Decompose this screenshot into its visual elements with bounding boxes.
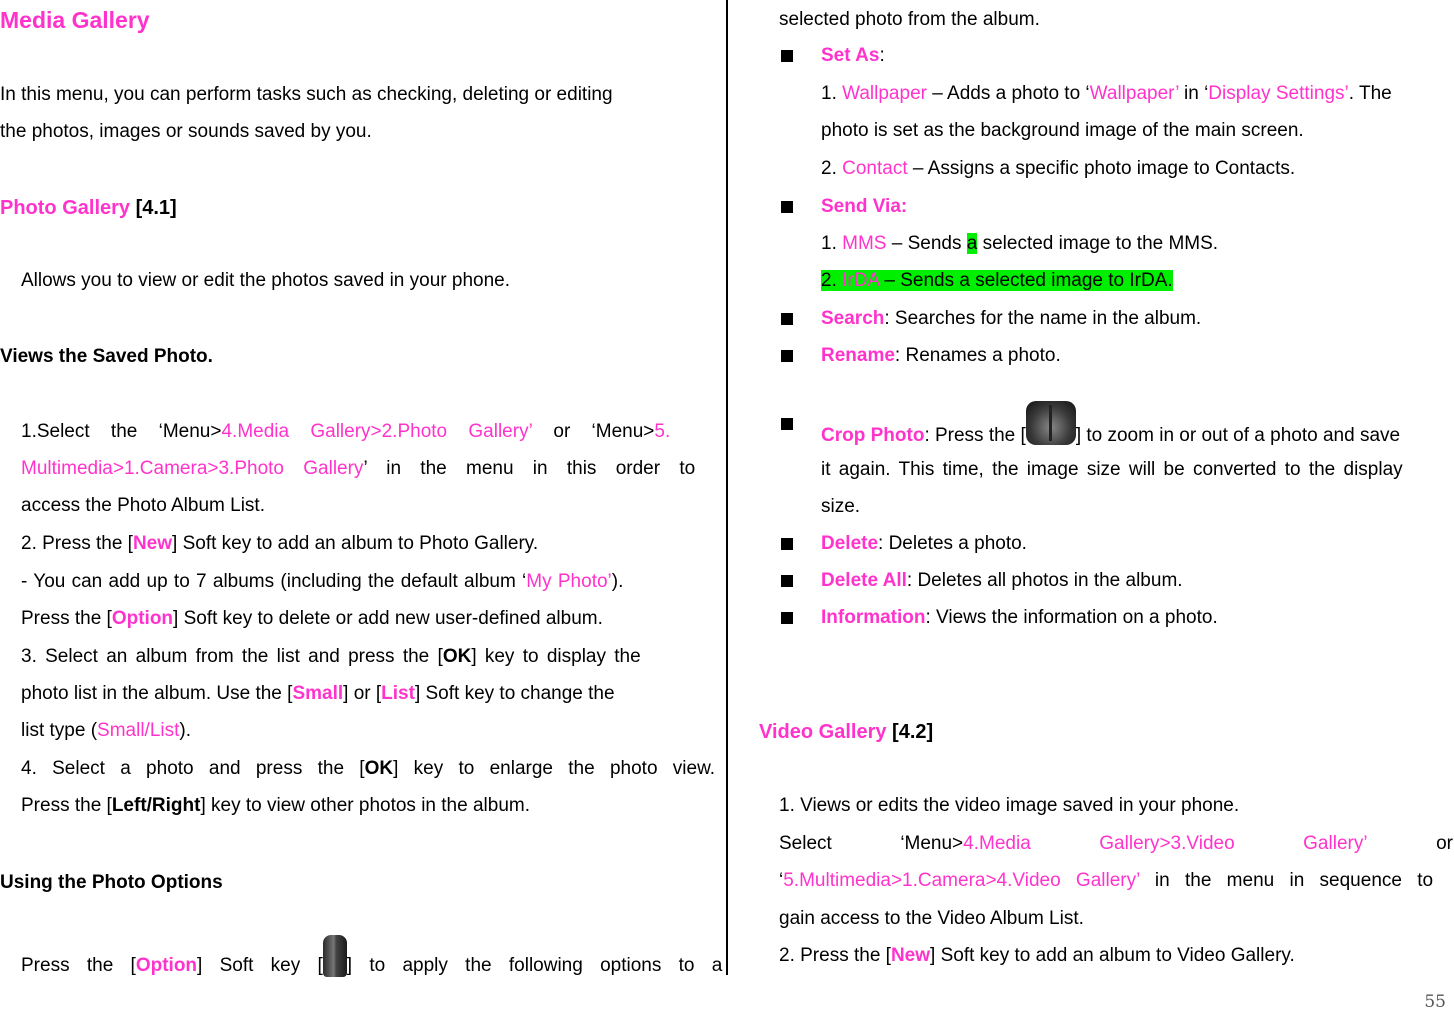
step1-path: 4.Media Gallery>2.Photo Gallery’ [221, 421, 533, 442]
display-settings-quote: Display Settings’ [1208, 83, 1349, 104]
set-as-label: Set As [821, 45, 880, 66]
step4-suffix: ] key to enlarge the photo view. [393, 758, 716, 779]
small-list-value: Small/List [97, 720, 180, 741]
video-path-1: 4.Media [963, 833, 1031, 854]
my-photo-album: My Photo’ [526, 571, 612, 592]
video-select-suffix: in the menu in sequence to [1139, 870, 1434, 891]
step2-prefix: 2. Press the [ [21, 533, 133, 554]
step3-l2-suffix: ] Soft key to change the [414, 683, 615, 704]
search-item [821, 307, 1453, 331]
step1-text: 1.Select the ‘Menu> [21, 421, 222, 442]
step3-line3 [21, 719, 695, 743]
crop-line2: it again. This time, the image size will be converted to the display [821, 459, 1403, 480]
step3-l2-prefix: photo list in the album. Use the [ [21, 683, 293, 704]
step2b-suffix: ). [611, 571, 624, 592]
set-as-colon: : [879, 45, 885, 66]
step2b-prefix: - You can add up to 7 albums (including the default album ‘ [21, 571, 527, 592]
step3-suffix: ] key to display the [471, 646, 641, 667]
contact-num: 2. [821, 158, 843, 179]
video-line2 [779, 944, 1453, 968]
step3-prefix: 3. Select an album from the list and press the [ [21, 646, 443, 667]
rename-desc: : Renames a photo. [894, 345, 1061, 366]
step1-mid: or ‘Menu> [532, 421, 655, 442]
delete-desc: : Deletes a photo. [878, 533, 1027, 554]
option-key: Option [111, 608, 174, 629]
intro-line-2: the photos, images or sounds saved by you. [0, 121, 372, 142]
left-right-key: Left/Right [111, 795, 201, 816]
step3-l2-mid: ] or [ [343, 683, 382, 704]
search-desc: : Searches for the name in the album. [884, 308, 1202, 329]
step2b-l2-prefix: Press the [ [21, 608, 112, 629]
bullet-icon [781, 418, 793, 430]
wallpaper-name: Wallpaper [842, 83, 927, 104]
crop-photo-item [821, 401, 1453, 447]
step1-line2 [21, 457, 695, 481]
options-heading: Using the Photo Options [0, 872, 223, 893]
video-select-line2 [779, 869, 1453, 893]
wallpaper-line2: photo is set as the background image of the main screen. [821, 120, 1304, 141]
column-divider [726, 0, 728, 975]
step1-path3: Multimedia>1.Camera>3.Photo Gallery [21, 458, 364, 479]
step3-l3-prefix: list type ( [21, 720, 98, 741]
step1-line1 [21, 420, 695, 444]
delete-all-item [821, 569, 1453, 593]
video-path-3: Gallery’ [1303, 833, 1368, 854]
ok-key-2: OK [364, 758, 394, 779]
step1-line3: access the Photo Album List. [21, 495, 265, 516]
mms-mid: – Sends [886, 233, 967, 254]
page-title: Media Gallery [0, 7, 150, 33]
crop-line3: size. [821, 496, 861, 517]
wallpaper-num: 1. [821, 83, 843, 104]
new-key-2: New [890, 945, 931, 966]
video-quote: ‘ [779, 870, 784, 891]
step3-line1 [21, 645, 695, 669]
step2b-line1 [21, 570, 695, 594]
soft-key-icon [323, 935, 347, 977]
options-prefix: Press the [ [21, 955, 136, 976]
contact-line [821, 157, 1453, 181]
step4-l2-prefix: Press the [ [21, 795, 112, 816]
mms-num: 1. [821, 233, 843, 254]
crop-photo-label: Crop Photo [821, 425, 925, 446]
step2-line [21, 532, 695, 556]
photo-gallery-heading [0, 196, 695, 220]
step4-line2 [21, 794, 695, 818]
step4-prefix: 4. Select a photo and press the [ [21, 758, 365, 779]
photo-gallery-code: [4.1] [135, 197, 177, 219]
wallpaper-mid: – Adds a photo to ‘ [926, 83, 1090, 104]
delete-label: Delete [821, 533, 879, 554]
video-menu: ‘Menu> [900, 833, 964, 854]
right-continuation: selected photo from the album. [779, 9, 1040, 30]
mms-name: MMS [842, 233, 887, 254]
delete-all-label: Delete All [821, 570, 907, 591]
wallpaper-quote: Wallpaper’ [1089, 83, 1179, 104]
bullet-icon [781, 612, 793, 624]
video-path-2: Gallery>3.Video [1099, 833, 1235, 854]
video-line1: 1. Views or edits the video image saved in your phone. [779, 795, 1240, 816]
views-heading: Views the Saved Photo. [0, 346, 213, 367]
list-key: List [381, 683, 415, 704]
ok-key: OK [442, 646, 472, 667]
options-line [21, 935, 723, 978]
crop-suffix: ] to zoom in or out of a photo and save [1075, 425, 1401, 446]
step2b-line2 [21, 607, 695, 631]
video2-suffix: ] Soft key to add an album to Video Gallery. [930, 945, 1295, 966]
contact-name: Contact [842, 158, 908, 179]
page-number: 55 [1424, 992, 1446, 1012]
bullet-icon [781, 350, 793, 362]
bullet-icon [781, 50, 793, 62]
information-desc: : Views the information on a photo. [925, 607, 1218, 628]
video-gallery-title: Video Gallery [759, 721, 887, 743]
mms-line [821, 232, 1453, 256]
step4-line1 [21, 757, 716, 781]
zoom-key-icon [1026, 401, 1076, 445]
irda-suffix: – Sends a selected image to IrDA. [879, 270, 1173, 291]
bullet-icon [781, 313, 793, 325]
rename-item [821, 344, 1453, 368]
photo-gallery-desc: Allows you to view or edit the photos saved in your phone. [21, 270, 511, 291]
irda-name: IrDA [842, 270, 880, 291]
wallpaper-end: . The [1348, 83, 1392, 104]
highlighted-letter: a [966, 233, 978, 254]
video-gallery-heading [759, 720, 933, 744]
step4-l2-suffix: ] key to view other photos in the album. [200, 795, 530, 816]
options-mid: ] Soft key [ [197, 955, 323, 976]
intro-text: In this menu, you can perform tasks such as checking, deleting or editing [0, 84, 613, 105]
video-or: or [1436, 833, 1453, 854]
video-gallery-code: [4.2] [892, 721, 934, 743]
photo-gallery-title: Photo Gallery [0, 197, 131, 219]
video-select-word: Select [779, 833, 832, 854]
video2-prefix: 2. Press the [ [779, 945, 891, 966]
video-select-line3: gain access to the Video Album List. [779, 908, 1084, 929]
send-via-item: Send Via: [821, 196, 908, 217]
bullet-icon [781, 201, 793, 213]
set-as-item [821, 44, 1453, 68]
new-key: New [132, 533, 173, 554]
rename-label: Rename [821, 345, 895, 366]
video-select-line [779, 832, 1453, 856]
step3-line2 [21, 682, 695, 706]
option-key-2: Option [135, 955, 198, 976]
intro-line-1 [0, 83, 695, 107]
step2b-l2-suffix: ] Soft key to delete or add new user-defined album. [173, 608, 603, 629]
information-item [821, 606, 1453, 630]
step1-path2: 5. [654, 421, 671, 442]
mms-suffix: selected image to the MMS. [977, 233, 1219, 254]
wallpaper-in: in ‘ [1178, 83, 1209, 104]
step3-l3-suffix: ). [179, 720, 191, 741]
bullet-icon [781, 575, 793, 587]
delete-all-desc: : Deletes all photos in the album. [906, 570, 1183, 591]
step2-suffix: ] Soft key to add an album to Photo Gallery. [172, 533, 539, 554]
delete-item [821, 532, 1453, 556]
video-path-alt: 5.Multimedia>1.Camera>4.Video Gallery’ [783, 870, 1140, 891]
step1-suffix: ’ in the menu in this order to [363, 458, 696, 479]
contact-suffix: – Assigns a specific photo image to Contacts. [907, 158, 1296, 179]
bullet-icon [781, 538, 793, 550]
search-label: Search [821, 308, 885, 329]
wallpaper-line1 [821, 82, 1453, 106]
options-suffix: ] to apply the following options to a [346, 955, 723, 976]
information-label: Information [821, 607, 926, 628]
small-key: Small [292, 683, 344, 704]
irda-num: 2. [821, 270, 843, 291]
irda-line [821, 269, 1453, 293]
crop-prefix: : Press the [ [924, 425, 1026, 446]
